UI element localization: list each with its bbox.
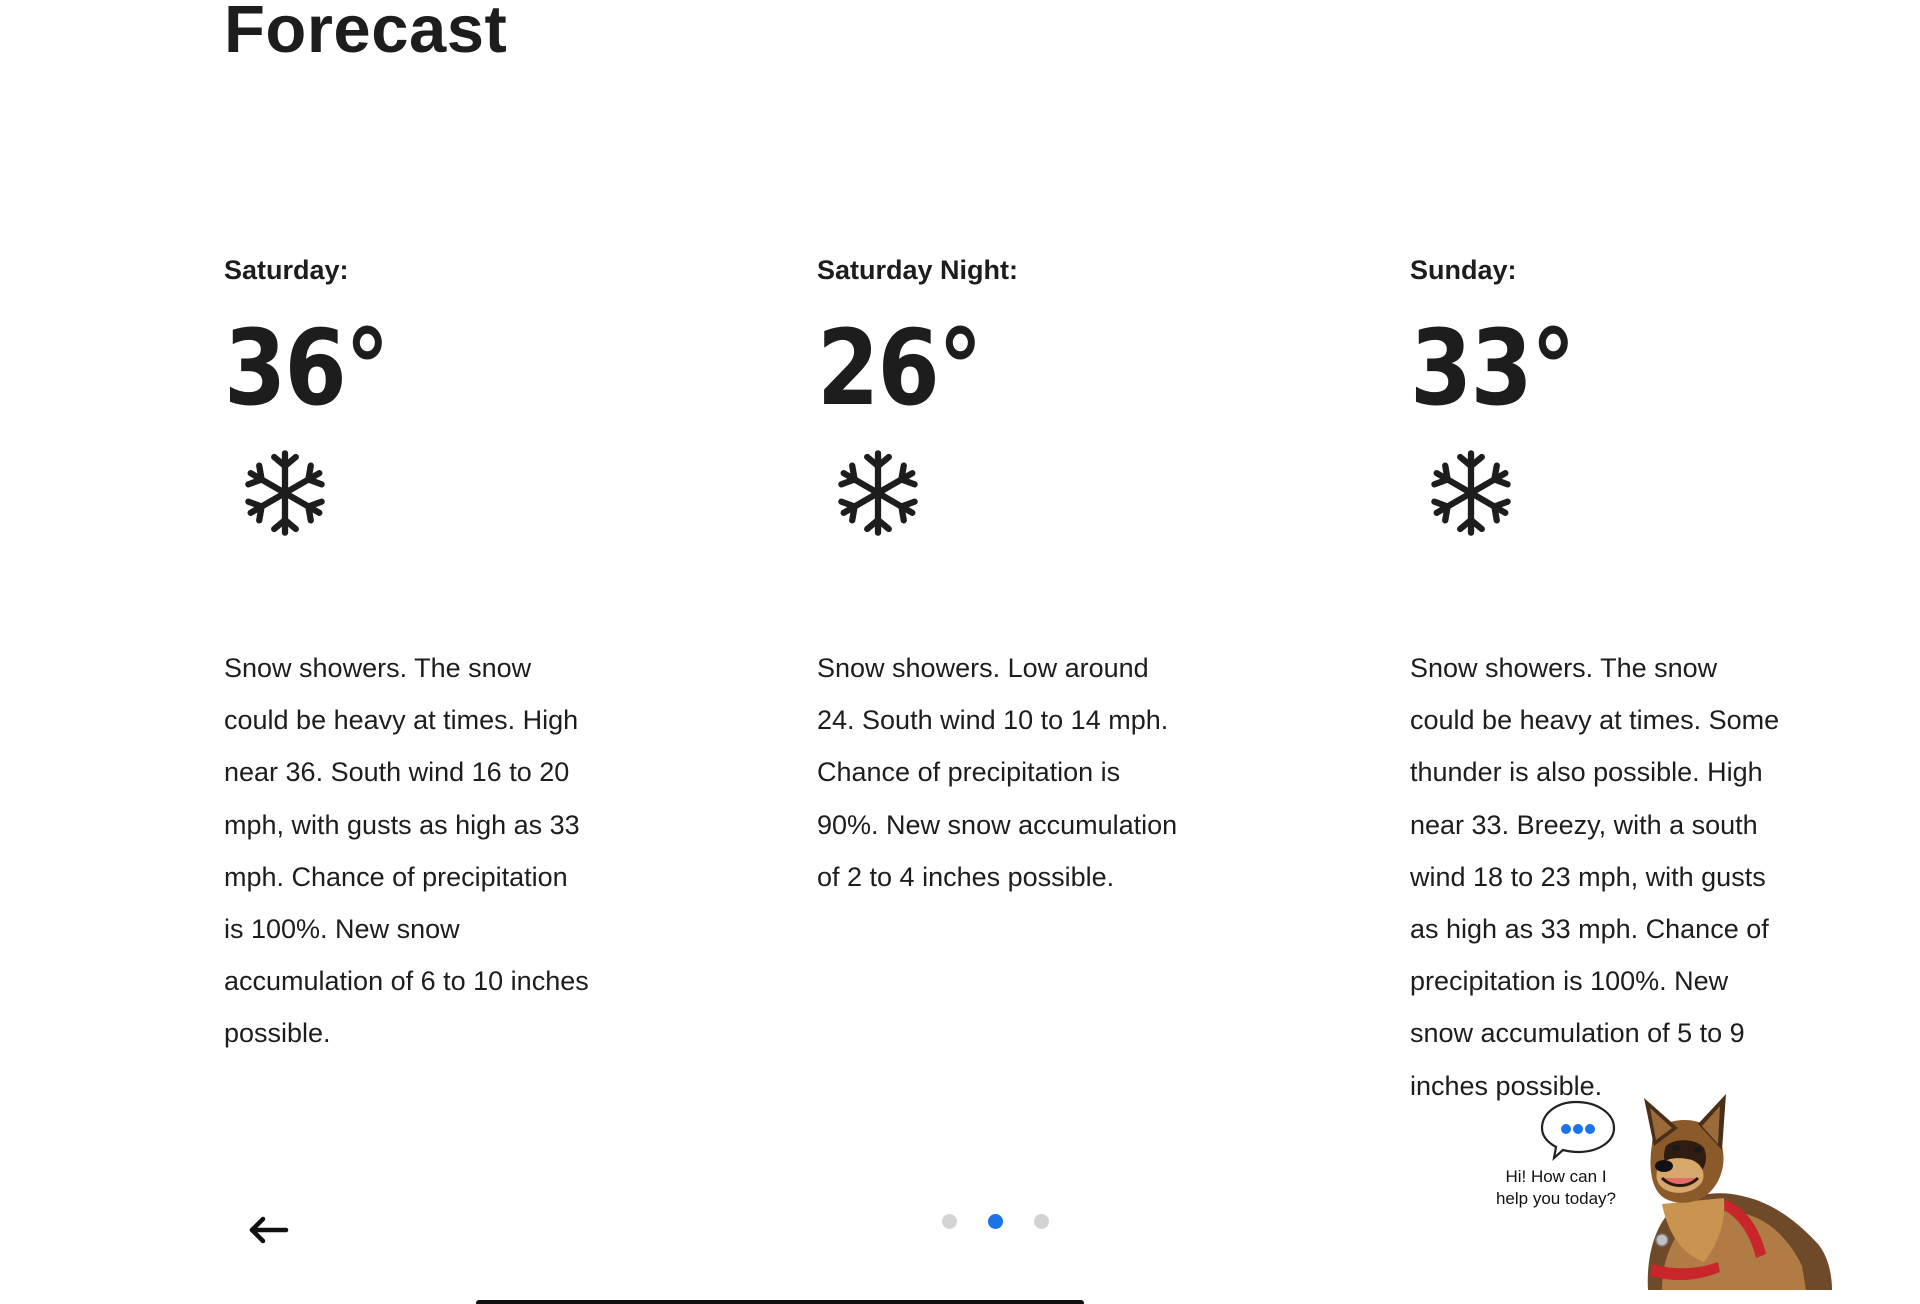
pagination-dot[interactable]	[1034, 1214, 1049, 1229]
left-arrow-icon[interactable]	[246, 1208, 290, 1252]
assistant-greeting-line: help you today?	[1495, 1189, 1617, 1208]
page-title: Forecast	[224, 0, 508, 67]
forecast-carousel[interactable]	[0, 250, 1920, 1150]
forecast-card-saturday-night	[817, 250, 1197, 903]
pagination-dot[interactable]	[942, 1214, 957, 1229]
pagination-dot-active[interactable]	[988, 1214, 1003, 1229]
snowflake-icon	[833, 448, 923, 538]
assistant-greeting-line: Hi! How can I	[1505, 1167, 1607, 1186]
forecast-temperature: 36°	[224, 307, 389, 429]
carousel-pagination	[942, 1214, 1049, 1229]
forecast-card-saturday	[224, 250, 604, 1060]
forecast-description: Snow showers. The snow could be heavy at times. Some thunder is also possible. High near 33. Breezy, with a south wind 18 to 23 mph, with gusts as high as 33 mph. Chance of precipitation is 100%. New snow accumulation of 5 to 9 inches possible.	[1410, 653, 1780, 1101]
forecast-description: Snow showers. Low around 24. South wind 10 to 14 mph. Chance of precipitation is 90%. New snow accumulation of 2 to 4 inches possible.	[817, 653, 1178, 892]
assistant-greeting	[1466, 1166, 1646, 1210]
snowflake-icon	[1426, 448, 1516, 538]
forecast-card-sunday	[1410, 250, 1790, 1112]
forecast-description: Snow showers. The snow could be heavy at times. High near 36. South wind 16 to 20 mph, with gusts as high as 33 mph. Chance of precipitation is 100%. New snow accumulation of 6 to 10 inches possible.	[224, 653, 589, 1049]
forecast-period-name: Saturday:	[224, 255, 349, 285]
forecast-period-name: Sunday:	[1410, 255, 1517, 285]
forecast-period-name: Saturday Night:	[817, 255, 1019, 285]
snowflake-icon	[240, 448, 330, 538]
dog-mascot[interactable]	[1622, 1094, 1832, 1290]
home-indicator-bar	[476, 1300, 1084, 1304]
chat-assistant-widget[interactable]	[1466, 1090, 1836, 1290]
forecast-temperature: 33°	[1410, 307, 1575, 429]
forecast-temperature: 26°	[817, 307, 982, 429]
